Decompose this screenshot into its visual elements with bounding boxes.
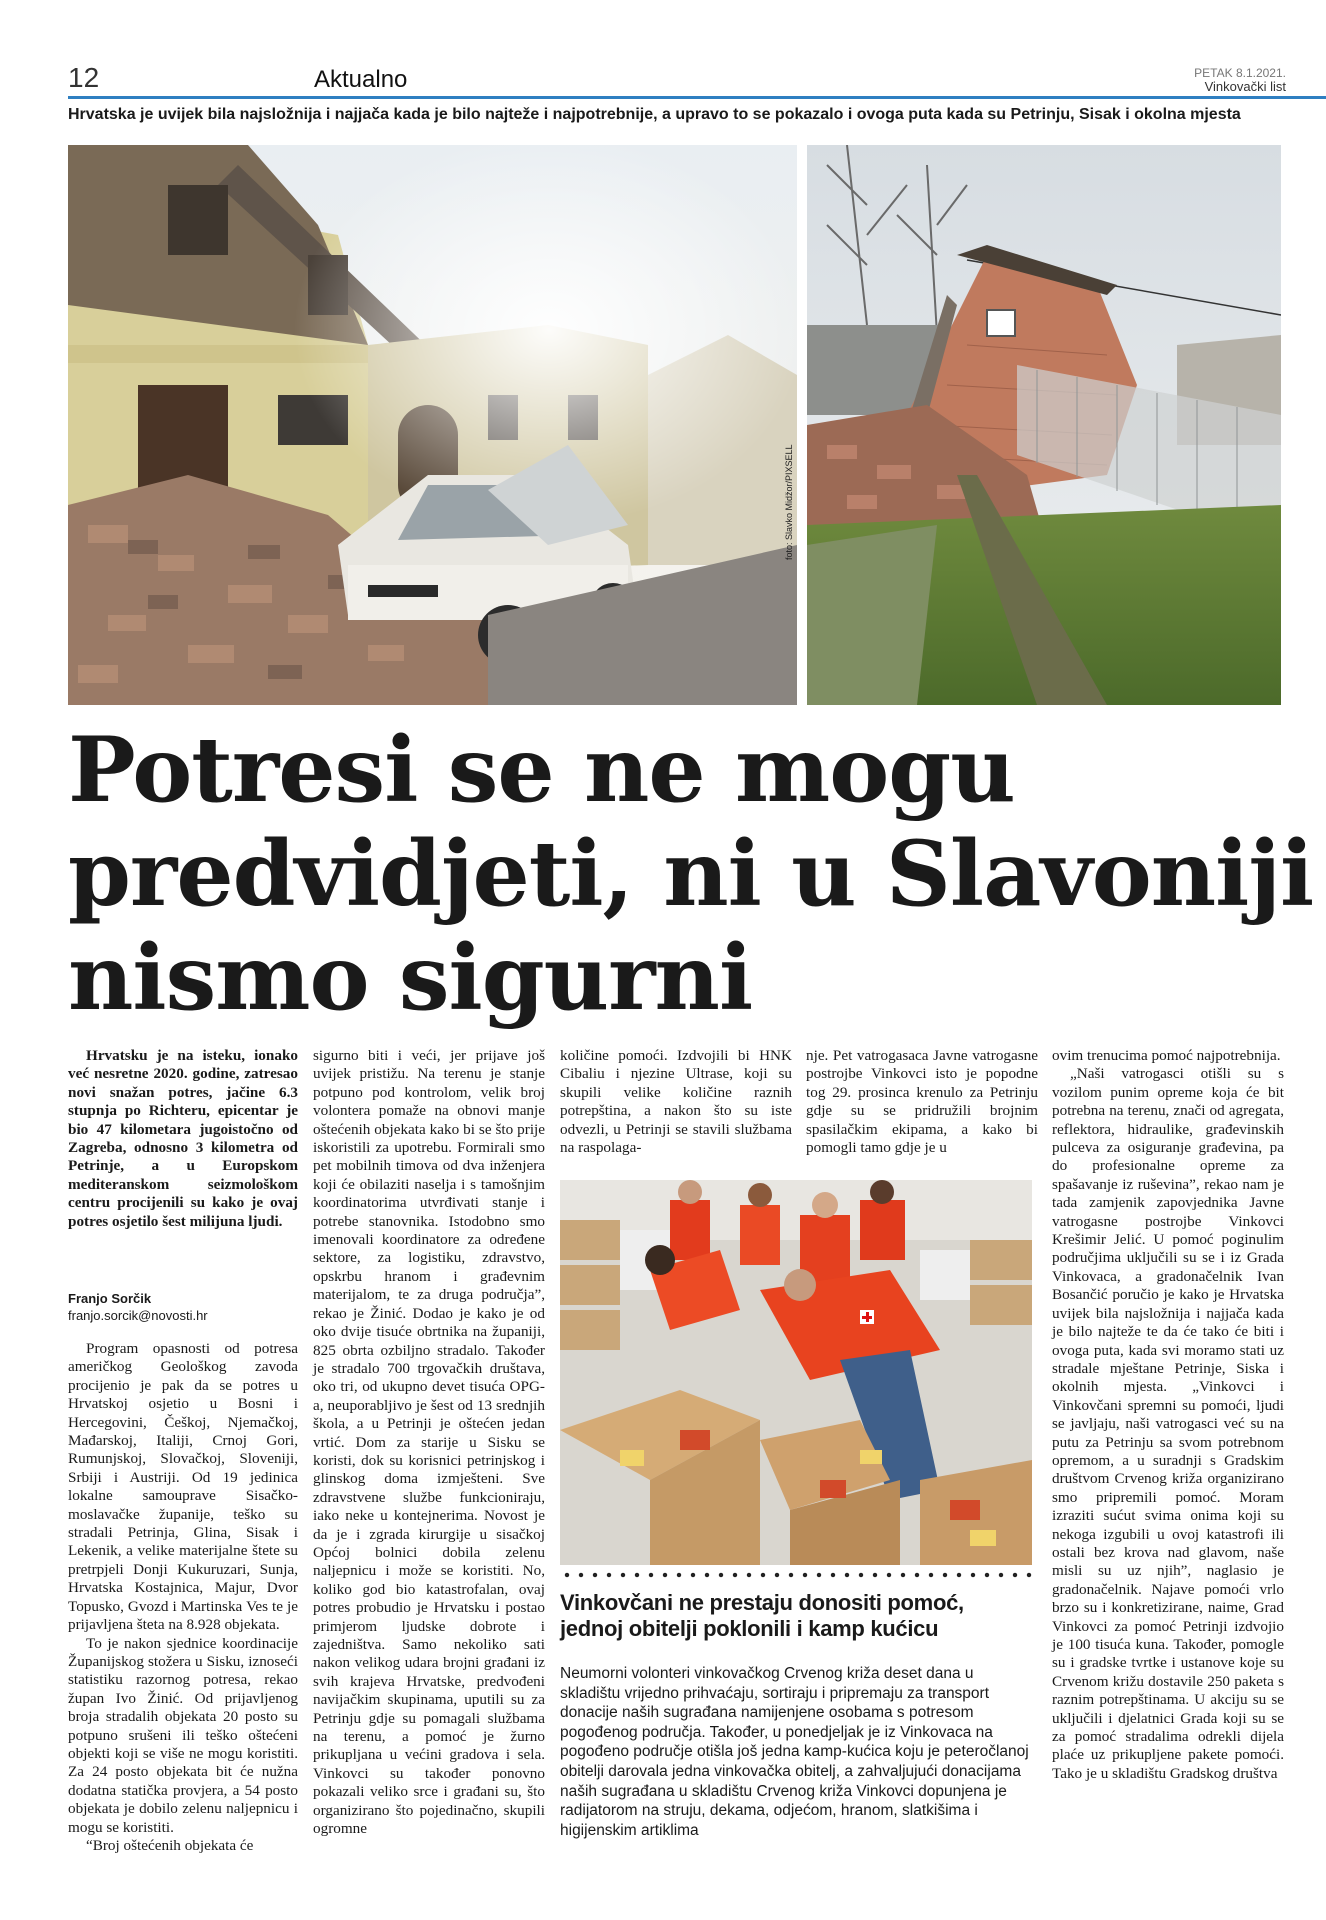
paragraph: To je nakon sjednice koordinacije Županijskog stožera u Sisku, iznoseći statistiku razornog potresa, rekao župan Ivo Žinić. Od prijavljenog broja stradalih objekata 20 posto su potpuno srušeni ili teško oštećeni objekti koji se više ne mogu koristiti. Za 24 posto objekata bit će nužna dodatna statička provjera, a 54 posto objekata je dobilo zelenu naljepnicu i mogu se koristiti. [68,1634,298,1836]
article-column-2 [313,1047,545,1838]
article-column-1 [68,1340,298,1855]
header-rule [68,96,1326,99]
box-divider-dots [560,1572,1032,1578]
paragraph: „Naši vatrogasci otišli su s vozilom punim opreme koja će bit potrebna na terenu, znači od agregata, reflektora, hidraulike, građevinskih pulceva za osiguranje građevina, pa do profesionalne opreme za spašavanje iz ruševina”, rekao nam je tada zamjenik zapovjednika Javne vatrogasne postrojbe Vinkovci Krešimir Jelić. U pomoć poginulim područjima uključili su se i iz Grada Vinkovaca, a gradonačelnik Ivan Bosančić poručio je kako je Hrvatska uvijek bila najsložnija i najjača kada je bilo najteže te da će tako će biti i ovoga puta, kada svi moramo stati uz stradale mještane Petrinje, Siska i okolnih mjesta. „Vinkovci i Vinkovčani spremni su pomoći, ljudi se javljaju, naši vatrogasci već su na putu za Petrinju sa svom potrebnom opremom, a u suradnji s Gradskim društvom Crvenog križa organizirano smo pripremili pomoć. Moram izraziti sućut svima onima koji su nekoga izgubili u ovoj katastrofi ili ostali bez krova nad glavom, naše misli su uz njih”, naglasio je gradonačelnik. Najave pomoći vrlo brzo su i konkretizirane, naime, Grad Vinkovci za pomoć Petrinji izdvojio je 100 tisuća kuna. Također, pomogle su i gradske tvrtke i ustanove koje su Crvenom križu dostavile 250 paketa s raznim potrepštinama. U akciju su se uključili i djelatnici Grada koji su se za pomoć stradalima odrekli dijela plaće uz prikupljene pakete pomoći. Tako je u skladištu Gradskog društva [1052,1065,1284,1782]
page-number: 12 [68,62,100,93]
kicker-line: Hrvatska je uvijek bila najsložnija i najjača kada je bilo najteže i najpotrebnije, a upravo to se pokazalo i ovoga puta kada su Petrinju, Sisak i okolna mjesta [68,106,1241,123]
photo-collapsed-house-image [807,145,1281,705]
section-label: Aktualno [314,66,408,93]
paragraph: Program opasnosti od potresa američkog Geološkog zavoda procijenio je pak da se potres u Hrvatskoj osjetio u Bosni i Hercegovini, Češkoj, Njemačkoj, Mađarskoj, Italiji, Crnoj Gori, Rumunjskoj, Slovačkoj, Sloveniji, Srbiji i Austriji. Od 19 jedinica lokalne samouprave Sisačko-moslavačke županije, teško su stradali Petrinja, Glina, Sisak i Lekenik, a velike materijalne štete su pretrpjeli Donji Kukuruzari, Sunja, Hrvatska Kostajnica, Majur, Dvor Topusko, Gvozd i Martinska Ves te je prijavljena šteta na 8.928 objekata. [68,1340,298,1634]
paragraph: “Broj oštećenih objekata će [86,1836,254,1854]
box-text: Neumorni volonteri vinkovačkog Crvenog križa deset dana u skladištu vrijedno prihvaćaju, sortiraju i pripremaju za transport donacije naših sugrađana namijenjene osobama s potresom pogođenog područja. Također, u ponedjeljak je iz Vinkovaca na pogođeno područje otišla još jedna kamp-kućica koju je peteročlanoj obitelji darovala jedna vinkovačka obitelj, a zahvaljujući donacijama naših sugrađana u skladištu Crvenog križa Vinkovci dopunjena je radijatorom na struju, dekama, odjećom, hranom, slatkišima i higijenskim artiklima [560,1665,1029,1839]
paragraph: količine pomoći. Izdvojili bi HNK Cibaliu i njezine Ultrase, koji su skupili velike količine raznih potrepština, a nakon što su iste odvezli, u Petrinji se stavili službama na raspolaga- [560,1047,792,1157]
lead-text: Hrvatsku je na isteku, ionako već nesretne 2020. godine, zatresao novi snažan potres, jačine 6.3 stupnja po Richteru, epicentar je bio 47 kilometara jugoistočno od Zagreba, odnosno 3 kilometra od Petrinje, a u Europskom mediteranskom seizmološkom centru procijenili su kako je ovaj potres osjetilo šest milijuna ljudi. [68,1047,298,1230]
photo-red-cross-volunteers [560,1180,1032,1565]
lead-paragraph [68,1047,298,1231]
headline: Potresi se ne mogu predvidjeti, ni u Slavoniji nismo sigurni [68,717,1314,1031]
box-title: Vinkovčani ne prestaju donositi pomoć, jednoj obitelji poklonili i kamp kućicu [560,1590,964,1641]
publication-name: Vinkovački list [1204,79,1286,94]
paragraph: nje. Pet vatrogasaca Javne vatrogasne postrojbe Vinkovci isto je popodne tog 29. prosinca krenulo za Petrinju gdje su se pridružili brojnim spasilačkim ekipama, a kako bi pomogli tamo gdje je u [806,1047,1038,1157]
dateline [1194,66,1286,94]
photo-collapsed-house [807,145,1281,705]
byline [68,1290,298,1324]
photo-damaged-street-image [68,145,797,705]
paragraph: ovim trenucima pomoć najpotrebnija. [1052,1047,1281,1064]
article-column-4 [806,1047,1038,1157]
article-column-3 [560,1047,792,1157]
author-name: Franjo Sorčik [68,1291,152,1306]
article-column-5 [1052,1047,1284,1783]
author-email[interactable]: franjo.sorcik@novosti.hr [68,1308,208,1323]
paragraph: sigurno biti i veći, jer prijave još uvijek pristižu. Na terenu je stanje potpuno pod kontrolom, velik broj volontera pomaže na obnovi manje oštećenih objekata kako bi se što prije iskoristili za upotrebu. Formirali smo pet mobilnih timova od dva inženjera koji će obilaziti naselja i s tamošnjim koordinatorima utvrđivati stanje i potrebe stanovnika. Istodobno smo imenovali koordinatore za određene sektore, za logistiku, zdravstvo, opskrbu hranom i građevnim materijalom, te za druga područja”, rekao je Žinić. Dodao je kako je od oko dvije tisuće obrtnika na županiji, 825 obrta ozbiljno stradalo. Također je stradalo 700 trgovačkih društava, oko tri, od ukupno devet tisuća OPG-a, neuporabljivo je šest od 13 srednjih škola, a u Petrinji je oštećen jedan vrtić. Dom za starije u Sisku se koristi, dok su korisnici petrinjskog i glinskog doma izmješteni. Sve zdravstvene službe funkcioniraju, iako neke u kontejnerima. Novost je da je i zgrada kirurgije u sisačkoj Općoj bolnici dobila zelenu naljepnicu i može se koristiti. No, koliko god bio katastrofalan, ovaj potres probudio je Hrvatsku i postao primjerom ljudske dobrote i zajedništva. Samo nekoliko sati nakon velikog udara brojni građani iz svih krajeva Hrvatske, predvođeni navijačkim skupinama, uputili su za Petrinju gdje su pomagali službama na terenu, a pomoć je žurno prikupljana u većini gradova i sela. Vinkovci su također ponovno pokazali veliko srce i građani su, što organizirano što pojedinačno, skupili ogromne [313,1047,545,1838]
photo-damaged-street [68,145,797,705]
issue-date: PETAK 8.1.2021. [1194,66,1286,80]
photo-red-cross-volunteers-image [560,1180,1032,1565]
photo-credit: foto: Slavko Midžor/PIXSELL [784,444,794,560]
